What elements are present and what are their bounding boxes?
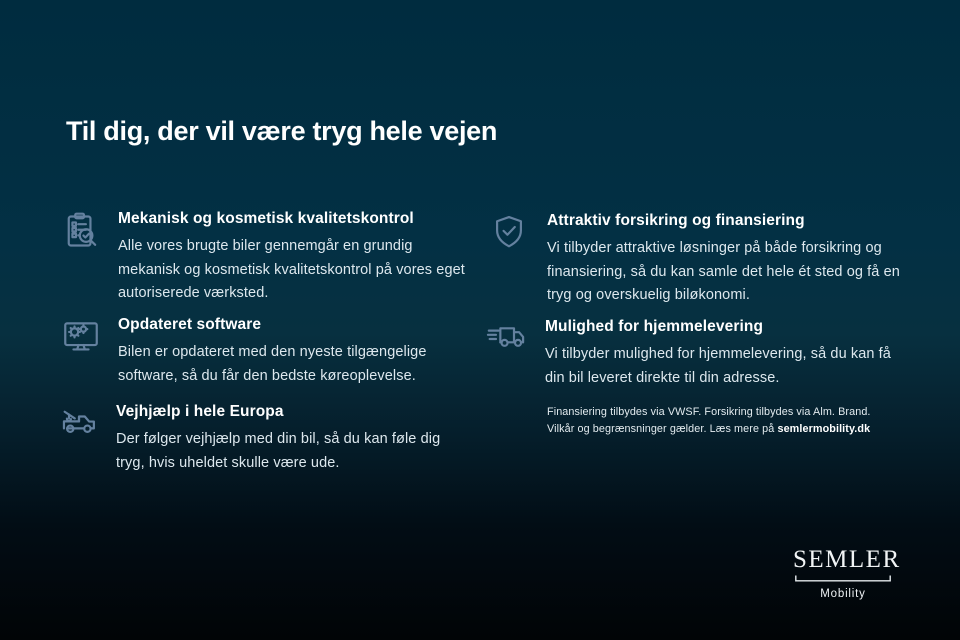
feature-content xyxy=(545,318,909,390)
feature-content xyxy=(116,403,464,475)
disclaimer-line2: Vilkår og begrænsninger gælder. Læs mere på xyxy=(547,423,778,435)
feature-content xyxy=(118,210,466,306)
feature-body: Der følger vejhjælp med din bil, så du kan føle dig tryg, hvis uheldet skulle være ude. xyxy=(116,431,441,471)
delivery-truck-icon xyxy=(486,318,528,360)
feature-heading: Opdateret software xyxy=(118,316,262,333)
disclaimer-website: semlermobility.dk xyxy=(777,423,871,435)
feature-heading: Attraktiv forsikring og finansiering xyxy=(547,212,805,229)
feature-quality-control xyxy=(60,210,466,306)
logo-bracket-line xyxy=(795,575,891,582)
clipboard-inspection-icon xyxy=(60,210,102,252)
tow-truck-icon xyxy=(58,403,100,445)
feature-content xyxy=(118,316,466,388)
feature-insurance-financing xyxy=(488,212,911,308)
page-title: Til dig, der vil være tryg hele vejen xyxy=(66,116,498,146)
feature-body: Alle vores brugte biler gennemgår en grundig mekanisk og kosmetisk kvalitetskontrol på vores eget autoriserede værksted. xyxy=(118,238,465,301)
feature-body: Bilen er opdateret med den nyeste tilgængelige software, så du får den bedste køreoplevelse. xyxy=(118,344,427,384)
feature-body: Vi tilbyder mulighed for hjemmelevering, så du kan få din bil leveret direkte til din adresse. xyxy=(545,346,891,386)
shield-check-icon xyxy=(488,212,530,254)
software-monitor-icon xyxy=(60,316,102,358)
feature-body: Vi tilbyder attraktive løsninger på både forsikring og finansiering, så du kan samle det hele ét sted og få en tryg og overskuelig biløkonomi. xyxy=(547,240,900,303)
feature-heading: Mulighed for hjemmelevering xyxy=(545,318,764,335)
semler-mobility-logo xyxy=(793,546,901,600)
feature-heading: Vejhjælp i hele Europa xyxy=(116,403,284,420)
legal-disclaimer xyxy=(547,404,887,438)
logo-division-text: Mobility xyxy=(820,588,866,600)
logo-brand-text: SEMLER xyxy=(793,546,901,573)
feature-content xyxy=(547,212,911,308)
feature-updated-software xyxy=(60,316,466,388)
feature-roadside-assistance xyxy=(58,403,464,475)
feature-heading: Mekanisk og kosmetisk kvalitetskontrol xyxy=(118,210,414,227)
disclaimer-line1: Finansiering tilbydes via VWSF. Forsikring tilbydes via Alm. Brand. xyxy=(547,406,871,418)
feature-home-delivery xyxy=(486,318,909,390)
